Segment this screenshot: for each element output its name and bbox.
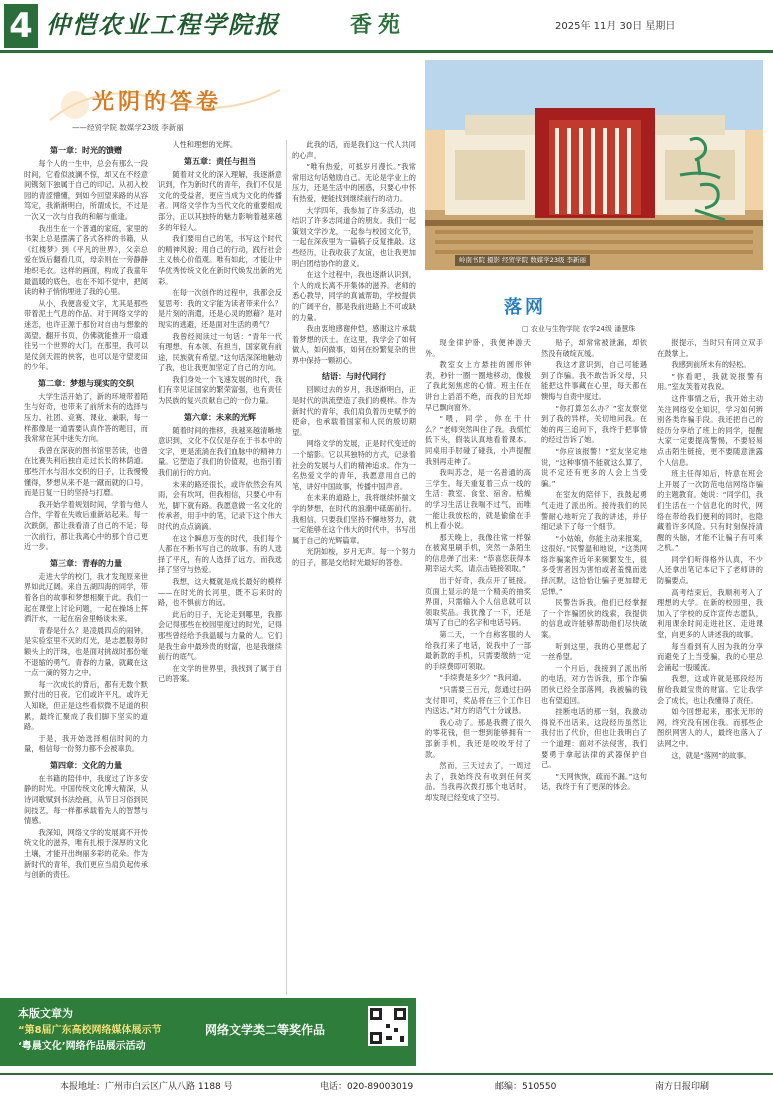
paragraph: 此我的话，而是我们这一代人共同的心声。 <box>292 140 416 160</box>
paragraph: 在书籍的陪伴中，我度过了许多安静的时光。中国传统文化博大精深，从诗词歌赋到书法绘画，从节日习俗到民间技艺，每一样都承载着先人的智慧与情感。 <box>24 773 148 826</box>
paragraph: 每一次成长的背后，都有无数个默默付出的日夜。它们或许平凡，或许无人知晓，但正是这些看似微不足道的积累，最终汇聚成了我们脚下坚实的道路。 <box>24 679 148 732</box>
paragraph: 这，就是“落网”的故事。 <box>671 750 751 760</box>
paragraph: 人性和理想的光辉。 <box>172 140 238 149</box>
paragraph: 从小，我便喜爱文字，尤其是那些带着泥土气息的作品。对于网络文学的迷恋，也许正源于那份对自由与想象的渴望。翻开书页，仿佛就能推开一扇通往另一个世界的大门，在那里，我可以是仗剑天涯的侠客，也可以是守望麦田的少年。 <box>24 298 148 372</box>
paragraph: 如今回想起来，那张无形的网，终究没有困住我。而那些企图织网害人的人，最终也落入了法网之中。 <box>657 707 763 748</box>
paragraph: “只需要三百元，您通过扫码支付即可，奖品将在三个工作日内送达。”对方的语气十分诚恳。 <box>425 685 531 716</box>
paragraph: 班主任得知后，特意在班会上开展了一次防范电信网络诈骗的主题教育。她说：“同学们，我们生活在一个信息化的时代，网络在带给我们便利的同时，也隐藏着许多风险。只有时刻保持清醒的头脑，才能不让骗子有可乘之机。” <box>657 469 763 553</box>
paragraph: 高考结束后，我顺利考入了理想的大学。在新的校园里，我加入了学校的反诈宣传志愿队，利用课余时间走进社区、走进课堂，向更多的人讲述我的故事。 <box>657 587 763 640</box>
article-title: 光阴的答卷 <box>92 89 223 115</box>
paragraph: 我想，这或许就是那段经历留给我最宝贵的财富。它让我学会了成长，也让我懂得了责任。 <box>657 674 763 705</box>
banner-award: 网络文学类二等奖作品 <box>205 1023 326 1037</box>
paragraph: 同学们听得格外认真，不少人还拿出笔记本记下了老师讲的防骗要点。 <box>657 554 763 586</box>
section-heading: 第二章：梦想与现实的交织 <box>38 378 134 388</box>
paragraph: “你打算怎么办？”室友察觉到了我的异样，关切地问我。在她的再三追问下，我终于把事情的经过告诉了她。 <box>541 403 647 445</box>
paragraph: 随着对文化的深入理解，我逐渐意识到，作为新时代的青年，我们不仅是文化的受益者，更应当成为文化的传播者。网络文学作为当代文化的重要组成部分，正以其独特的魅力影响着越来越多的年轻人。 <box>158 169 282 232</box>
paragraph: 在这个过程中，我也逐渐认识到，个人的成长离不开集体的滋养。老师的悉心教导，同学的真诚帮助，学校提供的广阔平台，都是我前进路上不可或缺的力量。 <box>292 270 416 322</box>
photo-caption: 岭南书院 摄影 经贸学院 数媒学23级 李新丽 <box>455 255 590 266</box>
dateline: 2025年 11月 30日 星期日 <box>555 21 676 32</box>
footer-phone: 电话：020-89003019 <box>320 1082 414 1092</box>
paragraph: 我深知，网络文学的发展离不开传统文化的滋养，唯有扎根于深厚的文化土壤，才能开出绚丽多彩的花朵。作为新时代的青年，我们更应当肩负起传承与创新的责任。 <box>24 827 148 880</box>
article1-column-2 <box>158 140 282 995</box>
paragraph: 走进大学的校门，我才发现原来世界如此辽阔。来自五湖四海的同学，带着各自的故事和梦想相聚于此。我们一起在课堂上讨论问题，一起在操场上挥洒汗水，一起在宿舍里畅谈未来。 <box>24 571 148 624</box>
article2-column-1 <box>425 338 531 993</box>
section-heading: 第五章：责任与担当 <box>184 156 256 166</box>
paragraph: 回顾过去的岁月，我逐渐明白，正是时代的洪流塑造了我们的模样。作为新时代的青年，我们肩负着历史赋予的使命，也承载着国家和人民的殷切期望。 <box>292 385 416 437</box>
qr-code-icon <box>368 1006 408 1046</box>
footer-printer: 南方日报印刷 <box>655 1082 710 1092</box>
banner-line-2: ‘粤晨文化’网络作品展示活动 <box>18 1041 146 1052</box>
paragraph: 在每一次创作的过程中，我都会反复思考：我的文字能为读者带来什么？是片刻的消遣，还是心灵的慰藉？是对现实的逃避，还是面对生活的勇气？ <box>158 288 282 329</box>
article2-author: □ 农业与生物学院 农学24级 潘慧珠 <box>522 325 636 333</box>
paragraph: 青春是什么？是凌晨四点的闹钟，是实验室里不灭的灯光，是志愿服务时额头上的汗珠，也是面对挑战时那份毫不退缩的勇气。青春的力量，就藏在这一点一滴的努力之中。 <box>24 625 148 678</box>
paragraph: “唯有热爱，可抵岁月漫长。”我常常用这句话勉励自己。无论是学业上的压力，还是生活中的困惑，只要心中怀有热爱，便能找到继续前行的动力。 <box>292 162 416 203</box>
paragraph: 每个人的一生中，总会有那么一段时间，它看似波澜不惊，却又在不经意间镌刻下独属于自己的印记。从初入校园的青涩懵懂，到如今回望来路的从容笃定，我渐渐明白，所谓成长，不过是一次又一次与自我的和解与重逢。 <box>24 159 148 221</box>
paragraph: 在这个瞬息万变的时代，我们每个人都在不断书写自己的故事。有的人选择了平凡，有的人选择了远方，而我选择了坚守与热爱。 <box>158 533 282 575</box>
banner-title: 本版文章为 <box>18 1007 73 1020</box>
paragraph: 报提示，当时只有同立双手在鼓掌上。 <box>657 338 763 358</box>
footer-address: 本报地址：广州市白云区广从八路 1188 号 <box>60 1082 233 1092</box>
paragraph: “你应该报警！”室友坚定地说，“这种事情不能就这么算了，说不定还有更多的人会上当受骗。” <box>541 446 647 488</box>
paragraph: 我开始学着规划时间，学着与他人合作，学着在失败后重新站起来。每一次跌倒，都让我看清了自己的不足；每一次前行，都让我离心中的那个自己更近一步。 <box>24 499 148 552</box>
article2-column-3 <box>657 338 763 993</box>
paragraph: 大学四年，我参加了许多活动，也结识了许多志同道合的朋友。我们一起策划文学沙龙，一起参与校园文化节，一起在深夜里为一篇稿子反复推敲。这些经历，让我收获了友谊，也让我更加明白团结协作的意义。 <box>292 205 416 268</box>
paragraph: 我感到前所未有的轻松。 <box>671 360 751 370</box>
paragraph: 我叫苏念，是一名普通的高三学生。每天重复着三点一线的生活：教室、食堂、宿舍。枯燥的学习生活让我喘不过气，而唯一能让我放松的，就是偷偷在手机上看小说。 <box>425 468 531 531</box>
column-divider <box>286 140 287 995</box>
paragraph: 在室友的陪伴下，我鼓起勇气走进了派出所。接待我们的民警耐心地听完了我的讲述，并仔细记录下了每一个细节。 <box>541 490 647 532</box>
section-heading: 第一章：时光的馈赠 <box>50 146 122 155</box>
article2-title: 落网 <box>504 297 546 318</box>
paragraph: 在文学的世界里，我找到了属于自己的答案。 <box>158 663 282 684</box>
paragraph: 我这才意识到，自己可能遇到了诈骗。我不敢告诉父母，只能把这件事藏在心里，每天都在懊悔与自责中度过。 <box>541 360 647 401</box>
paragraph: 在未来的道路上，我将继续怀揣文学的梦想，在时代的浪潮中砥砺前行。我相信，只要我们坚持不懈地努力，就一定能够在这个伟大的时代中，书写出属于自己的光辉篇章。 <box>292 493 416 545</box>
paragraph: 出于好奇，我点开了链接。页面上显示的是一个精美的抽奖界面，只需输入个人信息就可以领取奖品。我犹豫了一下，还是填写了自己的名字和电话号码。 <box>425 576 531 628</box>
footer-rule <box>0 1073 773 1075</box>
paragraph: “手续费是多少？”我问道。 <box>439 673 526 683</box>
article1-column-3 <box>292 140 416 995</box>
article-author: ——经贸学院 数媒学23级 李新丽 <box>72 123 184 132</box>
banner-line-1: “第8届广东高校网络媒体展示节 <box>18 1025 162 1036</box>
paragraph: 光阴如梭，岁月无声。每一个努力的日子，都是交给时光最好的答卷。 <box>292 547 416 567</box>
page-number: 4 <box>4 4 38 48</box>
paragraph: 这件事情之后，我开始主动关注网络安全知识，学习如何辨别各类诈骗手段。我还把自己的经历分享给了班上的同学，提醒大家一定要提高警惕，不要轻易点击陌生链接，更不要随意泄露个人信息。 <box>657 393 763 467</box>
paragraph: 我出生在一个普通的家庭，家里的书架上总是摆满了各式各样的书籍，从《红楼梦》到《平凡的世界》，父亲总爱在饭后翻看几页，母亲则在一旁静静地织毛衣。这样的画面，构成了我童年最温暖的底色，也在不知不觉中，把阅读的种子悄悄埋进了我的心里。 <box>24 223 148 297</box>
paragraph: “你看吧，我就说报警有用。”室友笑着对我说。 <box>657 371 763 392</box>
section-heading: 结语：与时代同行 <box>322 372 386 382</box>
footer-postcode: 邮编：510550 <box>495 1082 557 1092</box>
paragraph: 一个月后，我接到了派出所的电话，对方告诉我，那个诈骗团伙已经全部落网，我被骗的钱也有望追回。 <box>541 663 647 705</box>
paragraph: “天网恢恢，疏而不漏。”这句话，我终于有了更深的体会。 <box>541 771 647 792</box>
section-heading: 第四章：文化的力量 <box>50 760 122 770</box>
paragraph: 教室女上方悬挂的圆形钟表，秒针一圈一圈地移动，像极了我此刻焦虑的心情。班主任在讲台上滔滔不绝，而我的目光却早已飘向窗外。 <box>425 360 531 412</box>
paragraph: 大学生活开始了，新的环境带着陌生与好奇，也带来了前所未有的选择与压力。社团、竞赛、课业、兼职，每一样都像是一道需要认真作答的题目，而我常常在其中迷失方向。 <box>24 391 148 444</box>
paragraph: 听到这里，我的心里燃起了一丝希望。 <box>541 641 647 662</box>
paragraph: 我们身处一个飞速发展的时代，我们有幸见证国家的繁荣富强，也有责任为民族的复兴贡献自己的一份力量。 <box>158 374 282 406</box>
section-heading: 第六章：未来的光辉 <box>184 412 256 422</box>
masthead: 仲恺农业工程学院报 <box>46 10 280 39</box>
paragraph: 于是，我开始选择相信时间的力量，相信每一份努力都不会被辜负。 <box>24 733 148 754</box>
paragraph: 贴子，却常常被泄漏，却依然没有破绽瓦缓。 <box>541 338 647 358</box>
paragraph: 我由衷地感谢仲恺，感谢这片承载着梦想的沃土。在这里，我学会了如何做人，如何做事，如何在纷繁复杂的世界中保持一颗初心。 <box>292 324 416 365</box>
paragraph: 然而，三天过去了，一周过去了，我始终没有收到任何奖品。当我再次拨打那个电话时，却发现已经变成了空号。 <box>425 761 531 802</box>
paragraph: 我想，这大概就是成长最好的模样——在时光的长河里，既不忘来时的路，也不惧前方的远。 <box>158 576 282 608</box>
paragraph: 现金律护卧，我便神游天外。 <box>425 338 531 358</box>
paragraph: 那天晚上，我像往常一样躲在被窝里刷手机，突然一条陌生的信息弹了出来：“恭喜您获得本期幸运大奖，请点击链接领取。” <box>425 532 531 574</box>
paragraph: 随着时间的推移，我越来越清晰地意识到，文化不仅仅是存在于书本中的文字，更是流淌在我们血脉中的精神力量。它塑造了我们的价值观，也指引着我们前行的方向。 <box>158 425 282 478</box>
paragraph: 此后的日子，无论走到哪里，我都会记得那些在校园里度过的时光，记得那些曾经给予我温暖与力量的人。它们是我生命中最珍贵的财富，也是我继续前行的底气。 <box>158 609 282 662</box>
paragraph: 每当看到有人因为我的分享而避免了上当受骗，我的心里总会涌起一股暖流。 <box>657 641 763 672</box>
paragraph: 民警告诉我，他们已经掌握了一个诈骗团伙的线索，我提供的信息或许能够帮助他们尽快破案。 <box>541 598 647 640</box>
paragraph: 第二天，一个自称客服的人给我打来了电话，说我中了一部最新款的手机，只需要缴纳一定的手续费即可领取。 <box>425 630 531 671</box>
header-rule <box>0 50 773 53</box>
paragraph: 未来的路还很长，或许依然会有风雨，会有坎坷，但我相信，只要心中有光，脚下就有路。我愿意做一名文化的传承者，用手中的笔，记录下这个伟大时代的点点滴滴。 <box>158 479 282 531</box>
paragraph: 网络文学的发展，正是时代变迁的一个缩影。它以其独特的方式，记录着社会的发展与人们的精神追求。作为一名热爱文学的青年，我愿意用自己的笔，讲好中国故事，传播中国声音。 <box>292 439 416 491</box>
paragraph: “小姑娘，你能主动来报案，这很好。”民警温和地说，“这类网络诈骗案件近年来频繁发生，很多受害者因为害怕或者羞愧而选择沉默，这恰恰让骗子更加肆无忌惮。” <box>541 533 647 596</box>
paragraph: 我们要用自己的笔，书写这个时代的精神风貌；用自己的行动，践行社会主义核心价值观。唯有如此，才能让中华优秀传统文化在新时代焕发出新的光彩。 <box>158 234 282 286</box>
paragraph: 我心动了。那是我攒了很久的零花钱，但一想到能够拥有一部新手机，我还是咬咬牙付了款。 <box>425 717 531 759</box>
paragraph: 我曾在深夜的图书馆里苦读，也曾在比赛失利后独自走过长长的林荫道。那些汗水与泪水交织的日子，让我慢慢懂得，梦想从来不是一蹴而就的口号，而是日复一日的坚持与打磨。 <box>24 445 148 498</box>
section-heading: 第三章：青春的力量 <box>50 558 122 568</box>
article1-column-1 <box>24 140 148 995</box>
article2-column-2 <box>541 338 647 993</box>
paragraph: 挂断电话的那一刻，我激动得说不出话来。这段经历虽然让我付出了代价，但也让我明白了一个道理：面对不法侵害，我们要勇于拿起法律的武器保护自己。 <box>541 707 647 770</box>
paragraph: “喂，同学，你在干什么？”老师突然叫住了我。我慌忙低下头，假装认真地看着课本。同桌用手肘碰了碰我，小声提醒我别再走神了。 <box>425 414 531 466</box>
calligraphy-icon <box>660 130 750 230</box>
section-title: 香苑 <box>350 12 407 38</box>
paragraph: 我曾经阅读过一句话：“青年一代有理想、有本领、有担当，国家就有前途，民族就有希望。”这句话深深地触动了我，也让我更加坚定了自己的方向。 <box>158 331 282 373</box>
